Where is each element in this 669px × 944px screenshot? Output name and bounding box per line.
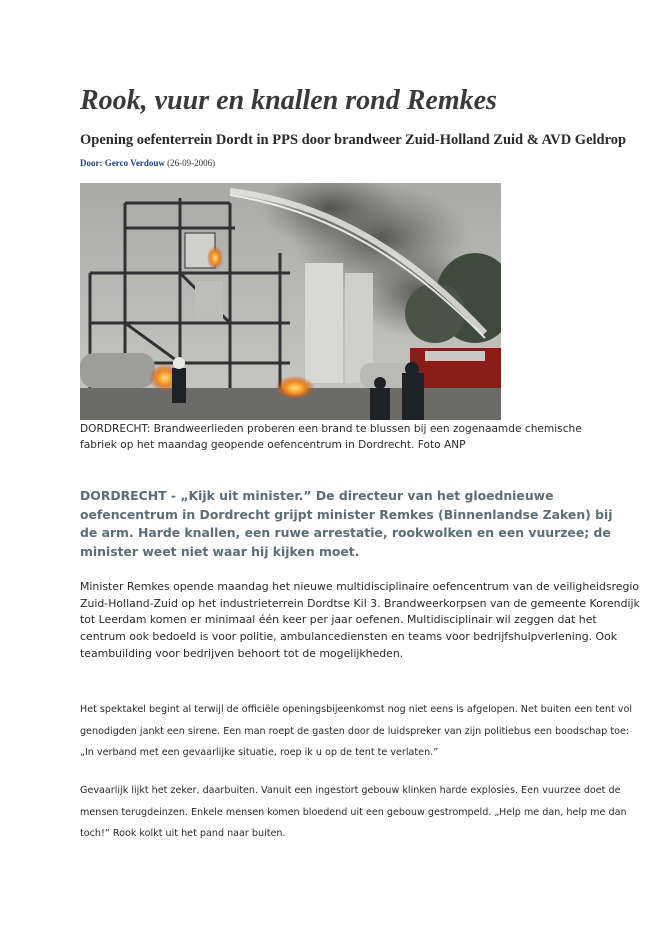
article-paragraph-3: Gevaarlijk lijkt het zeker, daarbuiten. Vanuit een ingestort gebouw klinken harde explosies. Een vuurzee doet de mensen terugdeinzen. Enkele mensen komen bloedend uit een gebouw gestrompeld. „Help me dan, help me dan toch!” Rook kolkt uit het pand naar buiten. <box>80 785 627 839</box>
article-title: Rook, vuur en knallen rond Remkes <box>80 85 497 116</box>
byline <box>80 157 215 169</box>
article-subtitle: Opening oefenterrein Dordt in PPS door brandweer Zuid-Holland Zuid & AVD Geldrop <box>80 132 627 148</box>
article-photo <box>80 183 501 420</box>
article-paragraph-2: Het spektakel begint al terwijl de officiële openingsbijeenkomst nog niet eens is afgelopen. Net buiten een tent vol genodigden jankt een sirene. Een man roept de gasten door de luidspreker van zijn politiebus een boodschap toe: „In verband met een gevaarlijke situatie, roep ik u op de tent te verlaten.” <box>80 704 633 758</box>
article-paragraph-1: Minister Remkes opende maandag het nieuwe multidisciplinaire oefencentrum van de veiligheidsregio Zuid-Holland-Zuid op het industrieterrein Dordtse Kil 3. Brandweerkorpsen van de gemeente Korendijk tot Leerdam komen er minimaal één keer per jaar oefenen. Multidisciplinair wil zeggen dat het centrum ook bedoeld is voor politie, ambulancediensten en teams voor bedrijfshulpverlening. Ook teambuilding voor bedrijven behoort tot de mogelijkheden. <box>80 580 640 660</box>
publish-date: (26-09-2006) <box>164 158 216 168</box>
byline-prefix: Door: <box>80 158 105 168</box>
photo-caption: DORDRECHT: Brandweerlieden proberen een brand te blussen bij een zogenaamde chemische fabriek op het maandag geopende oefencentrum in Dordrecht. Foto ANP <box>80 423 582 451</box>
author-name: Gerco Verdouw <box>104 158 165 168</box>
article-lead: DORDRECHT - „Kijk uit minister.” De directeur van het gloednieuwe oefencentrum in Dordrecht grijpt minister Remkes (Binnenlandse Zaken) bij de arm. Harde knallen, een ruwe arrestatie, rookwolken en een vuurzee; de minister weet niet waar hij kijken moet. <box>80 488 613 559</box>
